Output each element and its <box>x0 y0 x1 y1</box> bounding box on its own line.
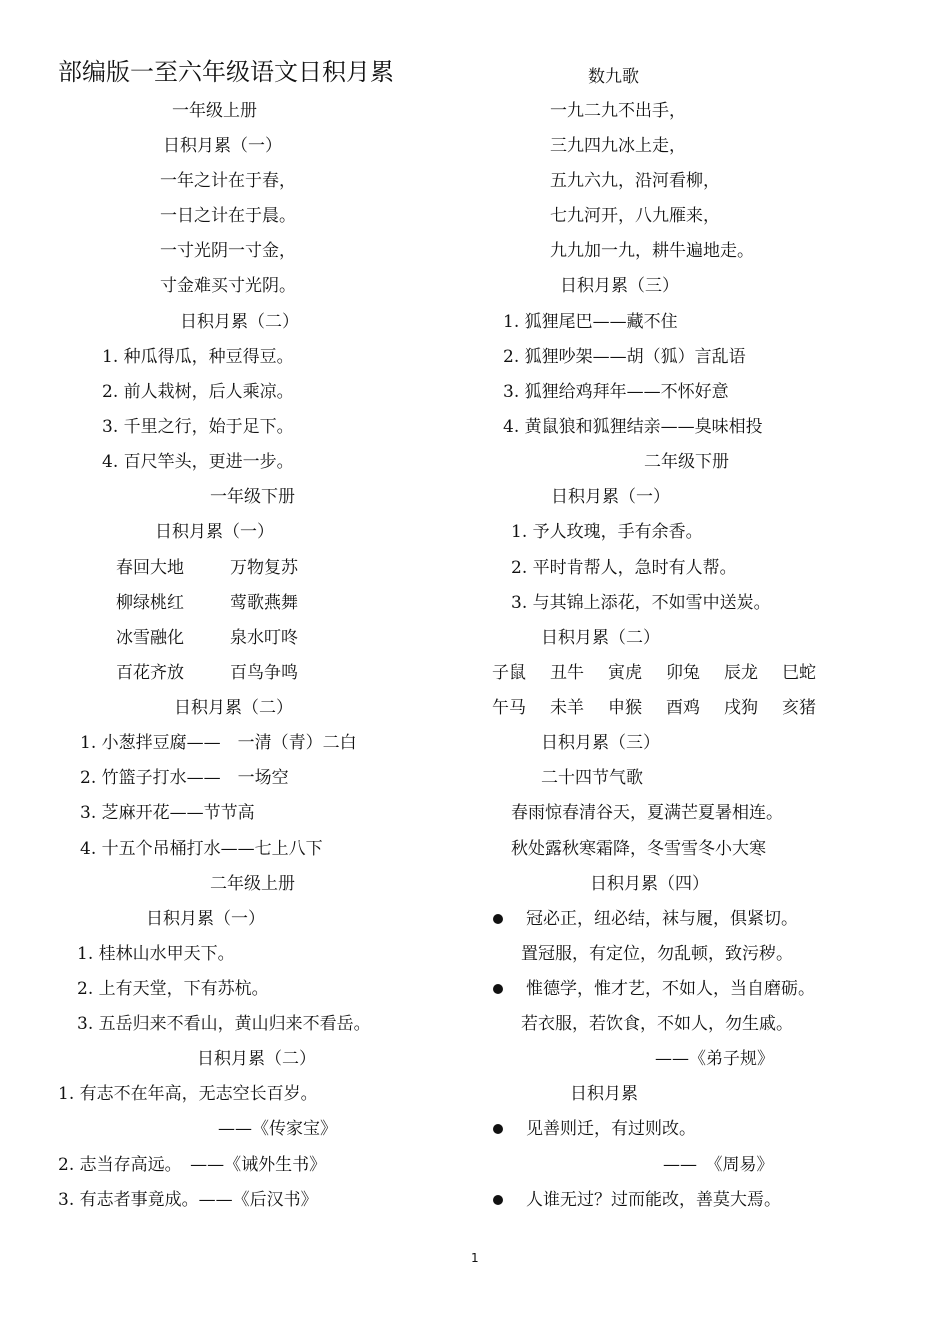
source-citation: ——《传家宝》 <box>218 1119 337 1139</box>
text-line: 一日之计在于晨。 <box>160 206 296 226</box>
idiom: 泉水叮咚 <box>230 628 298 648</box>
text-line: 4. 百尺竿头，更进一步。 <box>102 452 294 472</box>
page-number: 1 <box>471 1251 479 1265</box>
poem-line: 三九四九冰上走， <box>550 136 686 156</box>
source-citation: ——《弟子规》 <box>655 1049 774 1069</box>
text-line: 4. 十五个吊桶打水——七上八下 <box>80 839 323 859</box>
text-line: 4. 黄鼠狼和狐狸结亲——臭味相投 <box>503 417 763 437</box>
bullet-icon <box>493 914 503 924</box>
poem-title: 数九歌 <box>588 67 639 87</box>
zodiac-item: 寅虎 <box>608 663 642 683</box>
poem-line: 九九加一九，耕牛遍地走。 <box>550 241 754 261</box>
poem-line: 春雨惊春清谷天，夏满芒夏暑相连。 <box>511 803 783 823</box>
zodiac-item: 子鼠 <box>492 663 526 683</box>
idiom: 百花齐放 <box>116 663 184 683</box>
zodiac-item: 酉鸡 <box>666 698 700 718</box>
poem-title: 二十四节气歌 <box>541 768 643 788</box>
text-line: 1. 予人玫瑰，手有余香。 <box>511 522 703 542</box>
idiom: 春回大地 <box>116 558 184 578</box>
text-line: 3. 五岳归来不看山，黄山归来不看岳。 <box>77 1014 371 1034</box>
idiom: 莺歌燕舞 <box>230 593 298 613</box>
zodiac-item: 戌狗 <box>724 698 758 718</box>
idiom: 万物复苏 <box>230 558 298 578</box>
idiom-pair <box>116 592 298 614</box>
text-line: 3. 与其锦上添花，不如雪中送炭。 <box>511 593 771 613</box>
text-line: 若衣服，若饮食，不如人，勿生戚。 <box>521 1014 793 1034</box>
heading-grade1-down: 一年级下册 <box>210 487 295 507</box>
document-title: 部编版一至六年级语文日积月累 <box>58 58 394 86</box>
section-heading: 日积月累（二） <box>541 628 660 648</box>
heading-grade2-up: 二年级上册 <box>210 874 295 894</box>
bullet-text: 惟德学，惟才艺，不如人，当自磨砺。 <box>526 979 815 999</box>
text-line: 1. 有志不在年高，无志空长百岁。 <box>58 1084 318 1104</box>
idiom: 百鸟争鸣 <box>230 663 298 683</box>
poem-line: 秋处露秋寒霜降，冬雪雪冬小大寒 <box>511 839 766 859</box>
idiom-pair <box>116 557 298 579</box>
bullet-text: 见善则迁，有过则改。 <box>526 1119 696 1139</box>
zodiac-row <box>492 697 840 719</box>
text-line: 3. 有志者事竟成。——《后汉书》 <box>58 1190 318 1210</box>
zodiac-item: 巳蛇 <box>782 663 816 683</box>
text-line: 2. 狐狸吵架——胡（狐）言乱语 <box>503 347 746 367</box>
poem-line: 七九河开，八九雁来， <box>550 206 720 226</box>
section-heading: 日积月累（一） <box>163 136 282 156</box>
section-heading: 日积月累（三） <box>560 276 679 296</box>
zodiac-item: 卯兔 <box>666 663 700 683</box>
section-heading: 日积月累（一） <box>155 522 274 542</box>
text-line: 一寸光阴一寸金， <box>160 241 296 261</box>
poem-line: 一九二九不出手， <box>550 101 686 121</box>
section-heading: 日积月累（四） <box>590 874 709 894</box>
bullet-icon <box>493 1195 503 1205</box>
text-line: 一年之计在于春， <box>160 171 296 191</box>
idiom-pair <box>116 662 298 684</box>
text-line: 2. 上有天堂，下有苏杭。 <box>77 979 269 999</box>
text-line: 3. 狐狸给鸡拜年——不怀好意 <box>503 382 729 402</box>
bullet-icon <box>493 1124 503 1134</box>
bullet-text: 冠必正，纽必结，袜与履，俱紧切。 <box>526 909 798 929</box>
text-line: 3. 千里之行，始于足下。 <box>102 417 294 437</box>
section-heading: 日积月累（二） <box>174 698 293 718</box>
text-line: 1. 狐狸尾巴——藏不住 <box>503 312 678 332</box>
zodiac-item: 丑牛 <box>550 663 584 683</box>
text-line: 寸金难买寸光阴。 <box>160 276 296 296</box>
text-line: 2. 志当存高远。 ——《诫外生书》 <box>58 1155 327 1175</box>
text-line: 1. 桂林山水甲天下。 <box>77 944 235 964</box>
heading-grade2-down: 二年级下册 <box>644 452 729 472</box>
zodiac-item: 辰龙 <box>724 663 758 683</box>
text-line: 3. 芝麻开花——节节高 <box>80 803 255 823</box>
text-line: 1. 小葱拌豆腐—— 一清（青）二白 <box>80 733 357 753</box>
text-line: 1. 种瓜得瓜，种豆得豆。 <box>102 347 294 367</box>
section-heading: 日积月累（三） <box>541 733 660 753</box>
poem-line: 五九六九，沿河看柳， <box>550 171 720 191</box>
bullet-icon <box>493 984 503 994</box>
section-heading: 日积月累（二） <box>180 312 299 332</box>
zodiac-row <box>492 662 840 684</box>
idiom: 柳绿桃红 <box>116 593 184 613</box>
zodiac-item: 亥猪 <box>782 698 816 718</box>
text-line: 置冠服，有定位，勿乱顿，致污秽。 <box>521 944 793 964</box>
source-citation: —— 《周易》 <box>663 1155 774 1175</box>
heading-grade1-up: 一年级上册 <box>172 101 257 121</box>
bullet-text: 人谁无过？过而能改，善莫大焉。 <box>526 1190 781 1210</box>
text-line: 2. 平时肯帮人，急时有人帮。 <box>511 558 737 578</box>
section-heading: 日积月累 <box>570 1084 638 1104</box>
section-heading: 日积月累（一） <box>146 909 265 929</box>
section-heading: 日积月累（二） <box>197 1049 316 1069</box>
zodiac-item: 未羊 <box>550 698 584 718</box>
zodiac-item: 午马 <box>492 698 526 718</box>
section-heading: 日积月累（一） <box>551 487 670 507</box>
text-line: 2. 竹篮子打水—— 一场空 <box>80 768 289 788</box>
idiom: 冰雪融化 <box>116 628 184 648</box>
idiom-pair <box>116 627 298 649</box>
zodiac-item: 申猴 <box>608 698 642 718</box>
text-line: 2. 前人栽树，后人乘凉。 <box>102 382 294 402</box>
